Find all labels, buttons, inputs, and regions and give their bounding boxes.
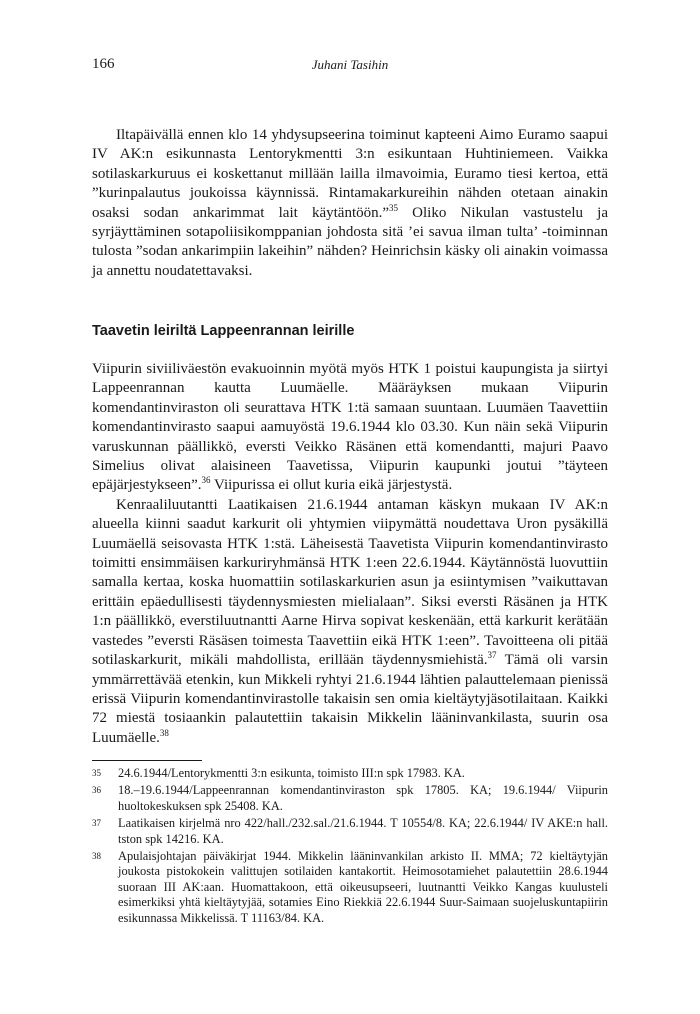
footnotes: [92, 766, 608, 928]
body-paragraph-2: [92, 360, 608, 496]
footnote-text: 24.6.1944/Lentorykmentti 3:n esikunta, toimisto III:n spk 17983. KA.: [118, 766, 465, 780]
footnote-divider: [92, 760, 202, 761]
running-head: Juhani Tasihin: [311, 57, 389, 72]
footnote-text: Apulaisjohtajan päiväkirjat 1944. Mikkelin lääninvankilan arkisto II. MMA; 72 kieltäytyjän joukosta pistokokein valittujen sotilaiden kantakortit. Heimosotamiehet palautettiin 28.6.1944 suoraan III AK:aan. Huomattakoon, että oikeusupseeri, luutnantti Veikko Kangas kuulusteli esimerkiksi yhtä kieltäytyjää, sotamies Eino Riekkiä 22.6.1944 Suur-Saimaan suojeluskuntapiirin esikunnassa Mikkelissä. T 11163/84. KA.: [118, 849, 608, 925]
body-section: [92, 360, 608, 748]
footnote-number: 38: [92, 851, 101, 862]
footnote-text: Laatikaisen kirjelmä nro 422/hall./232.sal./21.6.1944. T 10554/8. KA; 22.6.1944/ IV AKE:n hall. tston spk 14216. KA.: [118, 816, 608, 846]
footnote-ref-36[interactable]: 36: [201, 475, 211, 486]
paragraph-text: Kenraaliluutantti Laatikaisen 21.6.1944 antaman käskyn mukaan IV AK:n alueella kiinni saadut karkurit oli yhtymien viipymättä noudettava Uron pysäkillä Luumäellä seisovasta HTK 1:stä. Läheisestä Taavetista Viipurin komendantinvirasto toimitti ensimmäisen karkuriryhmänsä HTK 1:een 22.6.1944. Käytännöstä luovuttiin samalla kertaa, koska huomattiin sotilaskarkurien asun ja esiintymisen ”vaikuttavan erittäin epäedullisesti täydennysmiesten mielialaan”. Siksi eversti Räsänen ja HTK 1:n päällikkö, everstiluutnantti Aarne Hirva sopivat keskenään, että karkurit kerätään vastedes ”eversti Räsäsen toimesta Taavettiin eikä HTK 1:een”. Tavoitteena oli pitää sotilaskarkurit, mikäli mahdollista, erillään täydennysmiehistä.: [92, 496, 608, 669]
footnote: [92, 849, 608, 926]
section-heading: Taavetin leiriltä Lappeenrannan leirille: [92, 323, 355, 339]
footnote: [92, 783, 608, 814]
body-paragraph-1: [92, 126, 608, 281]
footnote-number: 36: [92, 785, 101, 796]
paragraph-text: Tämä oli varsin ymmärrettävää etenkin, kun Mikkeli ryhtyi 21.6.1944 lähtien palauttelemaan pienissä erissä Viipurin komendantinvirastolle takaisin sen omia kieltäytyjäsotilaitaan. Kaikki 72 miestä tosiaankin palautettiin takaisin Mikkelin lääninvankilasta, suurin osa Luumäelle.: [92, 652, 608, 746]
footnote-ref-37[interactable]: 37: [487, 650, 497, 661]
footnote-ref-35[interactable]: 35: [389, 202, 399, 213]
footnote-number: 37: [92, 818, 101, 829]
body-paragraph-3: [92, 496, 608, 748]
footnote: [92, 816, 608, 847]
footnote-text: 18.–19.6.1944/Lappeenrannan komendantinviraston spk 17805. KA; 19.6.1944/ Viipurin huoltokeskuksen spk 25408. KA.: [118, 783, 608, 813]
paragraph-text: Iltapäivällä ennen klo 14 yhdysupseerina toiminut kapteeni Aimo Euramo saapui IV AK:n esikunnasta Lentorykmentti 3:n esikuntaan Huhtiniemeen. Vaikka sotilaskarkuruus ei koskettanut millään lailla ilmavoimia, Euramo tiesi kertoa, että ”kurinpalautus joukoissa käynnissä. Rintamakarkureihin nähden otetaan ainakin osaksi sodan ankarimmat lait käytäntöön.”: [92, 127, 608, 221]
page-number: 166: [92, 56, 115, 72]
paragraph-text: Oliko Nikulan vastustelu ja syrjäyttäminen sotapoliisikomppanian johdosta sitä ’ei savua ilman tulta’ -toiminnan tulosta ”sodan ankarimpiin lakeihin” nähden? Heinrichsin käsky oli ainakin voimassa ja annettu noudatettavaksi.: [92, 204, 608, 279]
paragraph-text: Viipurin siviiliväestön evakuoinnin myötä myös HTK 1 poistui kaupungista ja siirtyi Lappeenrannan kautta Luumäelle. Määräyksen mukaan Viipurin komendantinviraston oli seurattava HTK 1:tä samaan suuntaan. Luumäen Taavettiin komendantinvirasto saapui aamuyöstä 19.6.1944 klo 03.30. Kun näin sekä Viipurin varuskunnan päällikkö, eversti Veikko Räsänen että komendantti, majuri Paavo Simelius olivat alaisineen Taavetissa, Viipurin kaupunki joutui ”täyteen epäjärjestykseen”.: [92, 361, 608, 494]
paragraph-text: Viipurissa ei ollut kuria eikä järjestystä.: [210, 477, 453, 494]
footnote-number: 35: [92, 768, 101, 778]
footnote: [92, 766, 608, 781]
footnote-ref-38[interactable]: 38: [159, 727, 169, 738]
